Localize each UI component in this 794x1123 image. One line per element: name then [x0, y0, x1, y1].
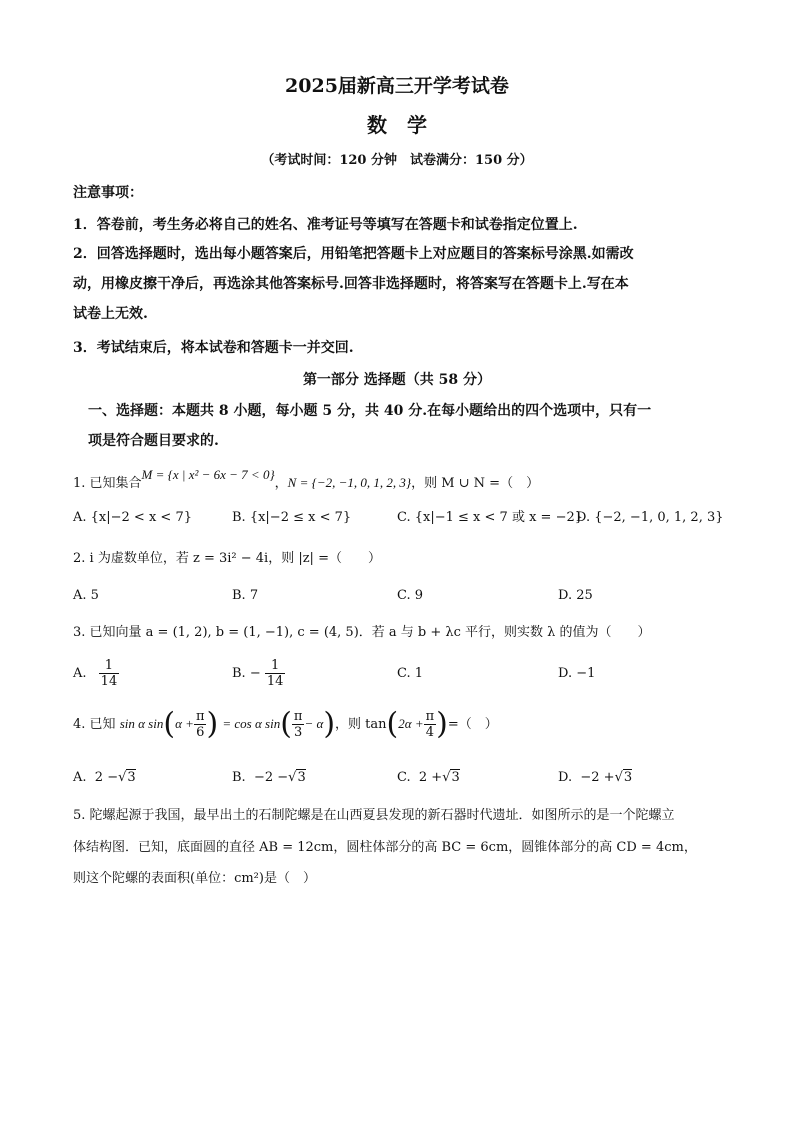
q2-option-a: A. 5 [73, 588, 99, 603]
q1-option-d: D. {−2, −1, 0, 1, 2, 3} [576, 510, 724, 525]
question-2-stem: 2. i 为虚数单位，若 z = 3i² − 4i，则 |z| =（ ） [73, 551, 381, 566]
q3-option-b: B. − $\frac{1}{14}$ [232, 658, 284, 689]
exam-info: （考试时间：120 分钟 试卷满分：150 分） [261, 153, 533, 168]
question-1-stem: 1. 已知集合M = {x | x² − 6x − 7 < 0}，N = {−2, −1, 0, 1, 2, 3}，则 M ∪ N =（ ） [73, 467, 540, 491]
q2-option-d: D. 25 [558, 588, 593, 603]
question-5-line-2: 体结构图．已知，底面圆的直径 AB = 12cm，圆柱体部分的高 BC = 6cm，圆锥体部分的高 CD = 4cm， [73, 840, 697, 855]
q4-option-b: B. −2 −√3 [232, 770, 306, 785]
notice-heading: 注意事项： [73, 185, 143, 201]
part1-title: 第一部分 选择题（共 58 分） [302, 372, 492, 388]
q3-option-a: A. $\frac{1}{14}$ [73, 658, 118, 689]
q1-option-c: C. {x|−1 ≤ x < 7 或 x = −2} [397, 510, 583, 525]
q1-ask: ，则 M ∪ N =（ ） [411, 476, 540, 491]
q2-option-b: B. 7 [232, 588, 259, 603]
q3-option-d: D. −1 [558, 666, 596, 681]
q1-option-b: B. {x|−2 ≤ x < 7} [232, 510, 352, 525]
q3-b-fraction: $\frac{1}{14}$ [266, 658, 284, 689]
q4-option-a: A. 2 −√3 [73, 770, 136, 785]
q1-set-n: N = {−2, −1, 0, 1, 2, 3} [287, 475, 412, 490]
q2-option-c: C. 9 [397, 588, 424, 603]
q1-option-a: A. {x|−2 < x < 7} [73, 510, 192, 525]
section-instruction-line-1: 一、选择题：本题共 8 小题，每小题 5 分，共 40 分.在每小题给出的四个选项中，只有一 [88, 403, 652, 419]
question-5-line-3: 则这个陀螺的表面积(单位：cm²)是（ ） [73, 871, 316, 886]
question-3-stem: 3. 已知向量 a = (1, 2), b = (1, −1), c = (4, 5)．若 a 与 b + λc 平行，则实数 λ 的值为（ ） [73, 625, 651, 640]
exam-title: 2025届新高三开学考试卷 [285, 75, 509, 97]
notice-item-3: 3．考试结束后，将本试卷和答题卡一并交回. [73, 340, 354, 356]
notice-item-1: 1．答卷前，考生务必将自己的姓名、准考证号等填写在答题卡和试卷指定位置上. [73, 217, 578, 233]
q3-a-fraction: $\frac{1}{14}$ [100, 658, 118, 689]
notice-item-2-line-3: 试卷上无效. [73, 306, 148, 322]
notice-item-2-line-2: 动，用橡皮擦干净后，再选涂其他答案标号.回答非选择题时，将答案写在答题卡上.写在本 [73, 276, 629, 292]
q1-set-m: M = {x | x² − 6x − 7 < 0} [141, 467, 275, 482]
question-5-line-1: 5. 陀螺起源于我国，最早出土的石制陀螺是在山西夏县发现的新石器时代遗址．如图所示的是一个陀螺立 [73, 808, 675, 823]
q3-option-c: C. 1 [397, 666, 424, 681]
section-instruction-line-2: 项是符合题目要求的. [88, 433, 219, 449]
subject-title: 数 学 [367, 113, 427, 137]
q1-prefix: 1. 已知集合 [73, 476, 142, 491]
q4-option-c: C. 2 +√3 [397, 770, 460, 785]
notice-item-2-line-1: 2．回答选择题时，选出每小题答案后，用铅笔把答题卡上对应题目的答案标号涂黑.如需改 [73, 246, 634, 262]
q4-option-d: D. −2 +√3 [558, 770, 633, 785]
question-4-stem: 4. 已知 sin α sin(α + $\frac{\pi}{6}$ ) = cos α sin( $\frac{\pi}{3}$ − α)，则 tan(2α + $\frac{\pi}{4}$ )=（ ） [73, 706, 498, 742]
